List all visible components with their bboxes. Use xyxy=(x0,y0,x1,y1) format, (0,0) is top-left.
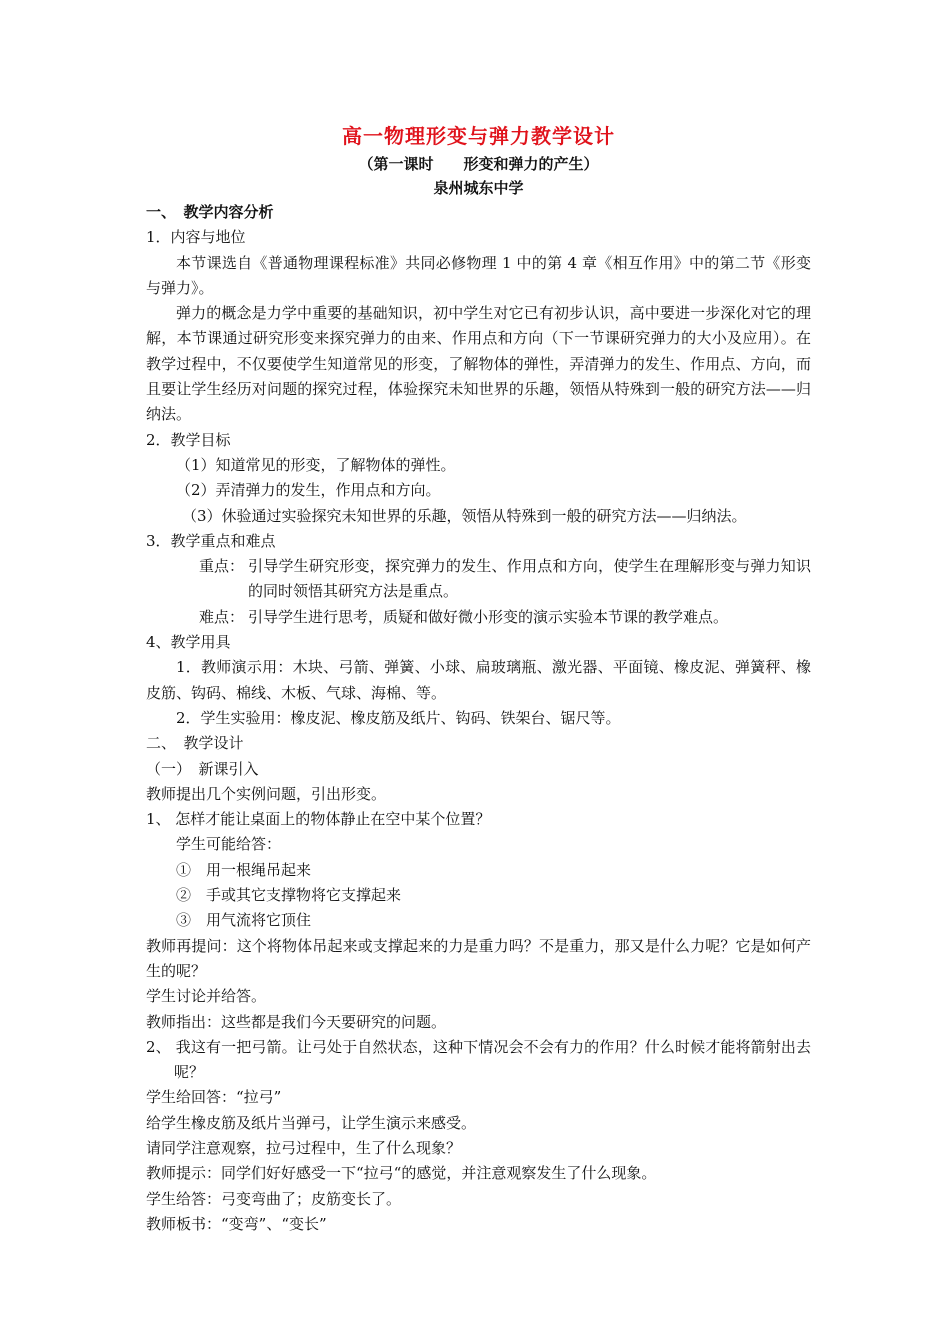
after-line-2: 给学生橡皮筋及纸片当弹弓，让学生演示来感受。 xyxy=(146,1113,477,1132)
after-line-6: 教师板书：“变弯”、“变长” xyxy=(146,1214,327,1233)
tools-student: 2．学生实验用：橡皮泥、橡皮筋及纸片、钩码、铁架台、锯尺等。 xyxy=(176,708,621,727)
section1-heading: 一、 教学内容分析 xyxy=(146,203,274,221)
question-2: 2、 我这有一把弓箭。让弓处于自然状态，这种下情况会不会有力的作用？什么时候才能将箭射出去呢？ xyxy=(146,1037,811,1082)
difficult-point-label: 难点： xyxy=(198,607,244,626)
document-title: 高一物理形变与弹力教学设计 xyxy=(342,124,615,148)
content-paragraph-2: 弹力的概念是力学中重要的基础知识，初中学生对它已有初步认识，高中要进一步深化对它的理解，本节课通过研究形变来探究弹力的由来、作用点和方向（下一节课研究弹力的大小及应用）。在教学过程中，不仅要使学生知道常见的形变，了解物体的弹性，弄清弹力的发生、作用点、方向，而且要让学生经历对问题的探究过程，体验探究未知世界的乐趣，领悟从特殊到一般的研究方法——归纳法。 xyxy=(146,304,811,424)
question-1: 1、 怎样才能让桌面上的物体静止在空中某个位置？ xyxy=(146,810,491,829)
difficult-point-text: 引导学生进行思考，质疑和做好微小形变的演示实验本节课的教学难点。 xyxy=(248,607,729,626)
teacher-ask: 教师再提问：这个将物体吊起来或支撑起来的力是重力吗？不是重力，那又是什么力呢？它是如何产生的呢？ xyxy=(146,936,811,980)
tools-heading: 4、教学用具 xyxy=(146,633,231,652)
content-paragraph-1: 本节课选自《普通物理课程标准》共同必修物理 1 中的第 4 章《相互作用》中的第二节《形变与弹力》。 xyxy=(146,253,811,297)
content-heading: 1．内容与地位 xyxy=(146,228,246,247)
goal-item-1: （1）知道常见的形变，了解物体的弹性。 xyxy=(176,455,456,474)
answer-item-2: ② 手或其它支撑物将它支撑起来 xyxy=(176,886,402,905)
after-line-5: 学生给答：弓变弯曲了；皮筋变长了。 xyxy=(146,1189,402,1208)
key-point-label: 重点： xyxy=(198,557,244,576)
key-point-text: 引导学生研究形变，探究弹力的发生、作用点和方向，使学生在理解形变与弹力知识的同时领悟其研究方法是重点。 xyxy=(248,557,811,601)
focus-heading: 3．教学重点和难点 xyxy=(146,531,276,550)
goal-item-2: （2）弄清弹力的发生，作用点和方向。 xyxy=(176,481,441,500)
after-line-4: 教师提示：同学们好好感受一下“拉弓“的感觉，并注意观察发生了什么现象。 xyxy=(146,1164,657,1183)
intro-heading: （一） 新课引入 xyxy=(146,759,259,778)
student-answer-label: 学生可能给答： xyxy=(176,835,282,854)
answer-item-1: ① 用一根绳吊起来 xyxy=(176,860,312,879)
key-point xyxy=(146,554,811,605)
school-name: 泉州城东中学 xyxy=(433,179,524,197)
document-page xyxy=(146,120,811,1237)
after-line-1: 学生给回答：“拉弓” xyxy=(146,1088,282,1107)
after-line-3: 请同学注意观察，拉弓过程中，生了什么现象？ xyxy=(146,1138,462,1157)
answer-item-3: ③ 用气流将它顶住 xyxy=(176,911,312,930)
document-subtitle: （第一课时 形变和弹力的产生） xyxy=(358,155,599,173)
section2-heading: 二、 教学设计 xyxy=(146,734,244,753)
goal-item-3: （3）休验通过实验探究未知世界的乐趣，领悟从特殊到一般的研究方法——归纳法。 xyxy=(182,506,747,525)
student-discuss: 学生讨论并给答。 xyxy=(146,987,267,1006)
teacher-point: 教师指出：这些都是我们今天要研究的问题。 xyxy=(146,1012,447,1031)
intro-line-1: 教师提出几个实例问题，引出形变。 xyxy=(146,784,387,803)
tools-teacher: 1．教师演示用：木块、弓箭、弹簧、小球、扁玻璃瓶、激光器、平面镜、橡皮泥、弹簧秤、橡皮筋、钩码、棉线、木板、气球、海棉、等。 xyxy=(146,658,811,702)
difficult-point xyxy=(146,605,811,630)
goals-heading: 2．教学目标 xyxy=(146,430,231,449)
